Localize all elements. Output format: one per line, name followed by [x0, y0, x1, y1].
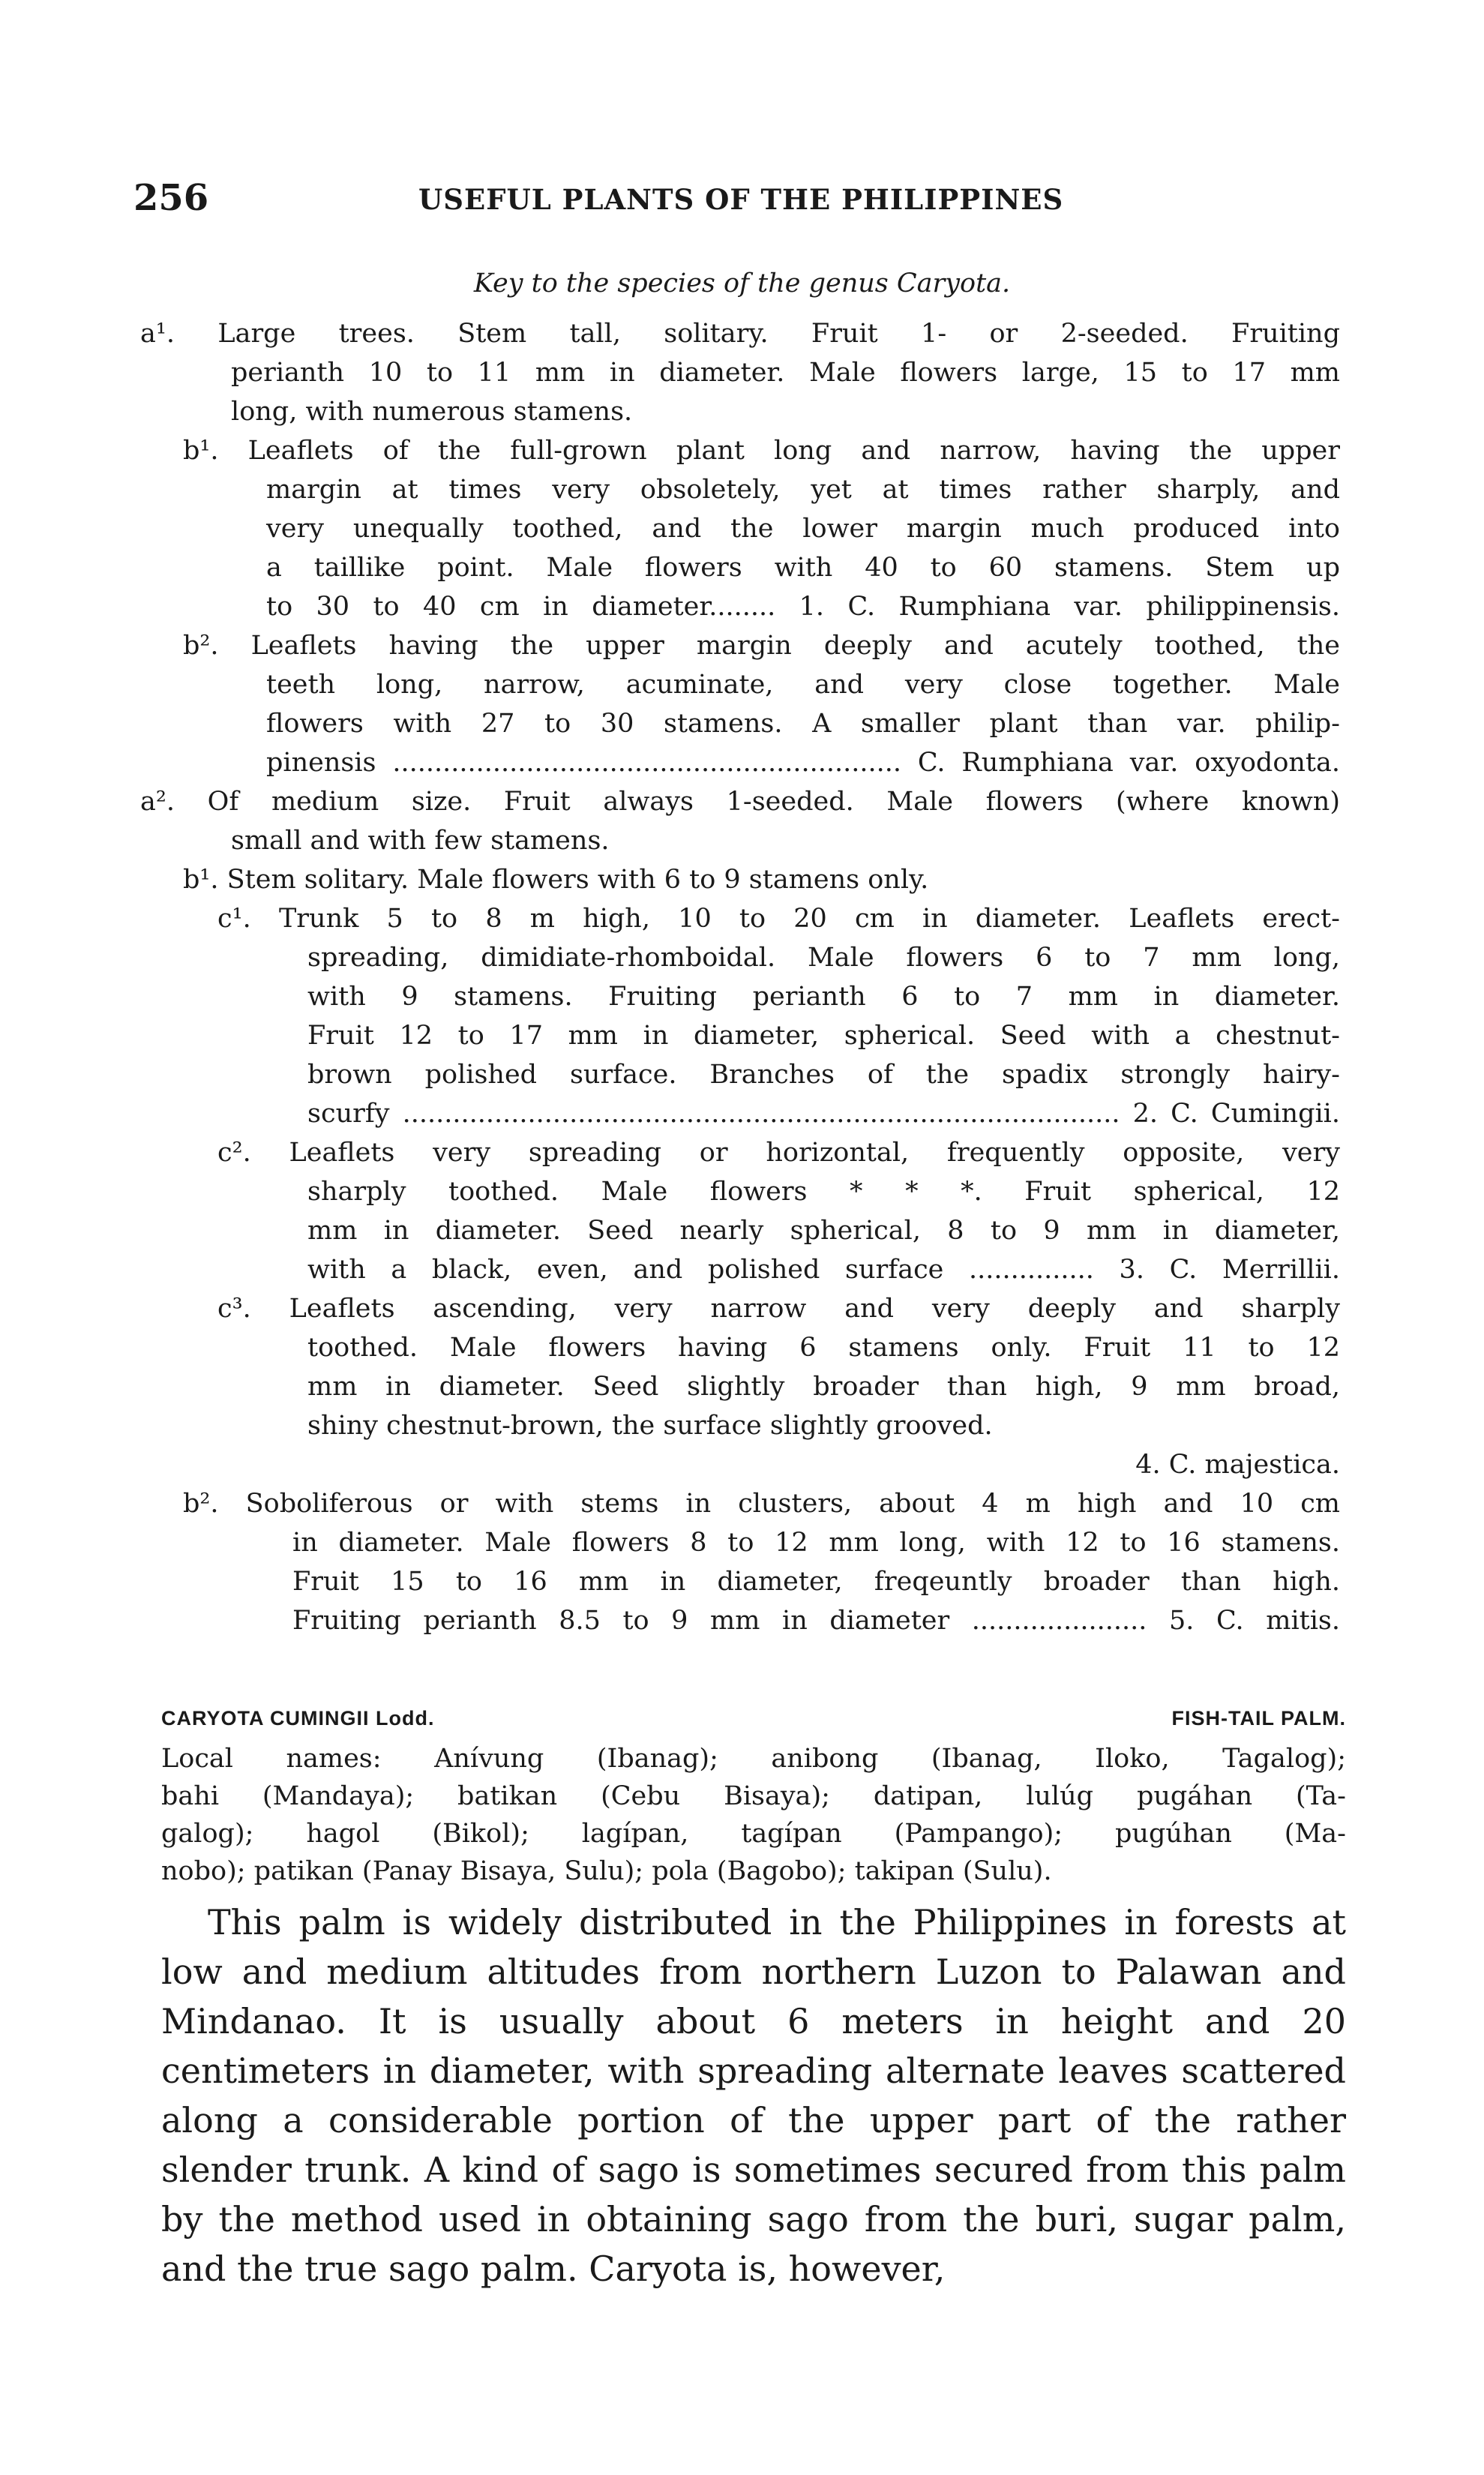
running-head: USEFUL PLANTS OF THE PHILIPPINES [418, 183, 1064, 216]
local-names [161, 1740, 1346, 1890]
key-line: small and with few stamens. [231, 826, 610, 856]
key-line: mm in diameter. Seed slightly broader than high, 9 mm broad, [307, 1372, 1340, 1402]
key-line: c³. Leaflets ascending, very narrow and very deeply and sharply [217, 1294, 1340, 1324]
page-number: 256 [133, 177, 209, 219]
local-names-line: bahi (Mandaya); batikan (Cebu Bisaya); datipan, lulúg pugáhan (Ta- [161, 1781, 1346, 1811]
key-line: brown polished surface. Branches of the spadix strongly hairy- [307, 1060, 1340, 1090]
key-line: b². Leaflets having the upper margin deeply and acutely toothed, the [183, 631, 1340, 661]
key-line: a². Of medium size. Fruit always 1-seeded. Male flowers (where known) [140, 787, 1340, 817]
key-line: sharply toothed. Male flowers * * *. Fruit spherical, 12 [307, 1177, 1340, 1207]
key-line: shiny chestnut-brown, the surface slightly grooved. [307, 1411, 993, 1441]
key-line: Fruit 12 to 17 mm in diameter, spherical. Seed with a chestnut- [307, 1021, 1340, 1051]
common-name: FISH-TAIL PALM. [1171, 1707, 1346, 1730]
key-line: spreading, dimidiate-rhomboidal. Male flowers 6 to 7 mm long, [307, 943, 1340, 973]
species-heading [161, 1707, 1346, 1737]
key-line: mm in diameter. Seed nearly spherical, 8 to 9 mm in diameter, [307, 1216, 1340, 1246]
key-line: toothed. Male flowers having 6 stamens only. Fruit 11 to 12 [307, 1333, 1340, 1363]
key-line: in diameter. Male flowers 8 to 12 mm long, with 12 to 16 stamens. [292, 1528, 1340, 1558]
key-line: b². Soboliferous or with stems in clusters, about 4 m high and 10 cm [183, 1489, 1340, 1519]
key-line: Fruiting perianth 8.5 to 9 mm in diameter ..................... 5. C. mitis. [292, 1606, 1340, 1636]
key-line: a¹. Large trees. Stem tall, solitary. Fruit 1- or 2-seeded. Fruiting [140, 319, 1340, 349]
key-title: Key to the species of the genus Caryota. [473, 268, 1011, 298]
key-line: perianth 10 to 11 mm in diameter. Male flowers large, 15 to 17 mm [231, 358, 1340, 388]
key-line: b¹. Stem solitary. Male flowers with 6 to 9 stamens only. [183, 865, 929, 895]
key-line: scurfy ...................................................................................... 2. C. Cumingii. [307, 1099, 1340, 1129]
key-line: very unequally toothed, and the lower margin much produced into [266, 514, 1340, 544]
key-line: c¹. Trunk 5 to 8 m high, 10 to 20 cm in diameter. Leaflets erect- [217, 904, 1340, 934]
key-line: pinensis ............................................................. C. Rumphiana var. oxyodonta. [266, 748, 1340, 778]
key-line: to 30 to 40 cm in diameter........ 1. C. Rumphiana var. philippinensis. [266, 592, 1340, 622]
species-name: CARYOTA CUMINGII Lodd. [161, 1707, 435, 1730]
key-line: margin at times very obsoletely, yet at times rather sharply, and [266, 475, 1340, 505]
local-names-line: nobo); patikan (Panay Bisaya, Sulu); pola (Bagobo); takipan (Sulu). [161, 1856, 1052, 1886]
key-line: a taillike point. Male flowers with 40 to 60 stamens. Stem up [266, 553, 1340, 583]
key-line: flowers with 27 to 30 stamens. A smaller plant than var. philip- [266, 709, 1340, 739]
page-header [133, 177, 1333, 222]
local-names-line: galog); hagol (Bikol); lagípan, tagípan (Pampango); pugúhan (Ma- [161, 1819, 1346, 1849]
body-text [161, 1898, 1346, 2294]
key-line: 4. C. majestica. [1135, 1450, 1340, 1480]
key-line: long, with numerous stamens. [231, 397, 633, 427]
key-line: b¹. Leaflets of the full-grown plant long and narrow, having the upper [183, 436, 1340, 466]
local-names-line: Local names: Anívung (Ibanag); anibong (Ibanag, Iloko, Tagalog); [161, 1744, 1346, 1774]
key-line: with 9 stamens. Fruiting perianth 6 to 7 mm in diameter. [307, 982, 1340, 1012]
key-line: with a black, even, and polished surface ............... 3. C. Merrillii. [307, 1255, 1340, 1285]
key-line: c². Leaflets very spreading or horizontal, frequently opposite, very [217, 1138, 1340, 1168]
key-line: teeth long, narrow, acuminate, and very close together. Male [266, 670, 1340, 700]
body-paragraph: This palm is widely distributed in the Philippines in forests at low and medium altitudes from northern Luzon to Palawan and Mindanao. It is usually about 6 meters in height and 20 centimeters in diameter, with spreading alternate leaves scattered along a considerable portion of the upper part of the rather slender trunk. A kind of sago is sometimes secured from this palm by the method used in obtaining sago from the buri, sugar palm, and the true sago palm. Caryota is, however, [161, 1902, 1346, 2289]
key-line: Fruit 15 to 16 mm in diameter, freqeuntly broader than high. [292, 1567, 1340, 1597]
